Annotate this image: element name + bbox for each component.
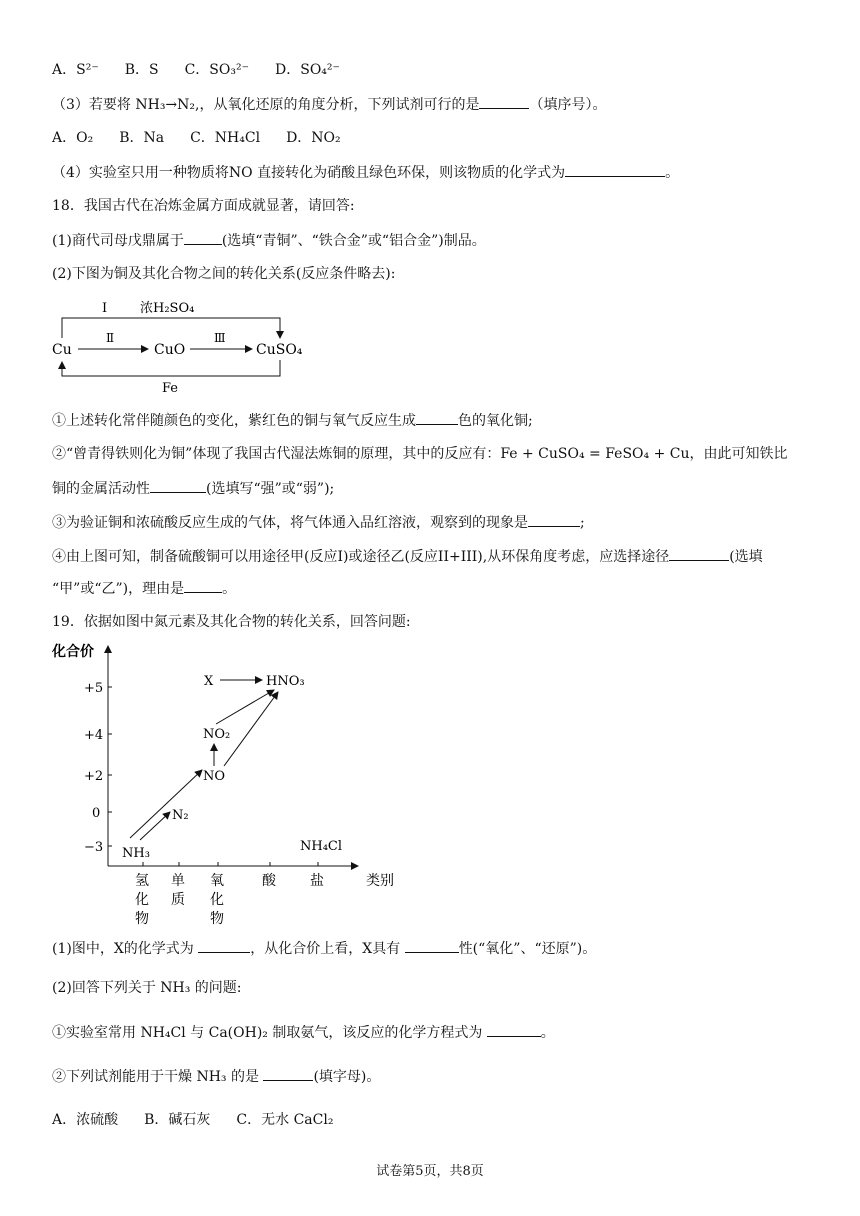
option: B．Na bbox=[119, 130, 165, 146]
question-text: （3）若要将 NH₃→N₂,，从氧化还原的角度分析，下列试剂可行的是 bbox=[52, 97, 480, 113]
species-nh3: NH₃ bbox=[122, 846, 150, 861]
question-text: （填序号）。 bbox=[529, 97, 607, 113]
question-text: 色的氧化铜; bbox=[458, 413, 533, 429]
reagent-label: 浓H₂SO₄ bbox=[140, 301, 195, 316]
answer-blank[interactable] bbox=[184, 578, 222, 593]
x-ticks bbox=[143, 862, 318, 866]
q17-part3 bbox=[52, 94, 606, 115]
species-n2: N₂ bbox=[172, 808, 189, 823]
question-text: 。 bbox=[222, 581, 237, 597]
q19-part2: (2)回答下列关于 NH₃ 的问题: bbox=[52, 980, 242, 996]
q19-stem: 19．依据如图中氮元素及其化合物的转化关系，回答问题: bbox=[52, 614, 411, 630]
question-text: ④由上图可知，制备硫酸铜可以用途径甲(反应I)或途径乙(反应II+III),从环保角度考虑，应选择途径 bbox=[52, 549, 670, 565]
species-cuso4: CuSO₄ bbox=[256, 342, 303, 358]
option: C．NH₄Cl bbox=[190, 130, 261, 146]
question-text: ①实验室常用 NH₄Cl 与 Ca(OH)₂ 制取氨气，该反应的化学方程式为 bbox=[52, 1025, 483, 1041]
option: A．S²⁻ bbox=[52, 62, 99, 78]
route-iii-label: Ⅲ bbox=[214, 331, 226, 345]
option: C．SO₃²⁻ bbox=[184, 62, 249, 78]
y-tick-label: −3 bbox=[84, 840, 104, 855]
q18-sub2b bbox=[52, 478, 334, 499]
answer-blank[interactable] bbox=[669, 546, 729, 561]
q17-part4 bbox=[52, 162, 679, 183]
question-text: (选填“青铜”、“铁合金”或“铝合金”)制品。 bbox=[221, 233, 486, 249]
x-cat-acid: 酸 bbox=[262, 873, 276, 889]
question-text: (选填写“强”或“弱”); bbox=[206, 481, 335, 497]
answer-blank[interactable] bbox=[198, 938, 250, 953]
q18-sub4a bbox=[52, 546, 763, 567]
y-axis-title: 化合价 bbox=[52, 644, 94, 660]
fe-label: Fe bbox=[162, 381, 179, 396]
question-text: 。 bbox=[665, 165, 680, 181]
question-text: 铜的金属活动性 bbox=[52, 481, 150, 497]
species-no: NO bbox=[203, 769, 226, 784]
question-text: “甲”或“乙”)，理由是 bbox=[52, 581, 185, 597]
answer-blank[interactable] bbox=[416, 410, 458, 425]
option: C．无水 CaCl₂ bbox=[236, 1112, 334, 1128]
option: D．NO₂ bbox=[286, 130, 341, 146]
species-cu: Cu bbox=[52, 342, 72, 358]
answer-blank[interactable] bbox=[405, 938, 459, 953]
y-tick-label: +2 bbox=[84, 769, 104, 784]
question-text: ①上述转化常伴随颜色的变化，紫红色的铜与氧气反应生成 bbox=[52, 413, 416, 429]
option: B．S bbox=[124, 62, 159, 78]
question-text: （4）实验室只用一种物质将NO 直接转化为硝酸且绿色环保，则该物质的化学式为 bbox=[52, 165, 566, 181]
question-text: 。 bbox=[540, 1025, 555, 1041]
y-tick-label: 0 bbox=[92, 806, 101, 821]
q18-sub1 bbox=[52, 410, 533, 431]
q18-sub2a: ②“曾青得铁则化为铜”体现了我国古代湿法炼铜的原理，其中的反应有：Fe + CuSO₄ = FeSO₄ + Cu，由此可知铁比 bbox=[52, 446, 788, 462]
page-footer: 试卷第5页，共8页 bbox=[376, 1164, 484, 1179]
route-i-arrow bbox=[62, 318, 280, 338]
x-cat-hydride: 氢化物 bbox=[135, 873, 149, 927]
question-text: 性(“氧化”、“还原”)。 bbox=[458, 941, 597, 957]
arrow-no2-to-hno3 bbox=[216, 690, 274, 724]
q18-part2: (2)下图为铜及其化合物之间的转化关系(反应条件略去): bbox=[52, 266, 396, 282]
arrow-nh3-to-no bbox=[130, 770, 202, 838]
answer-blank[interactable] bbox=[479, 94, 529, 109]
q18-sub4b bbox=[52, 578, 236, 599]
q19-sub1 bbox=[52, 1022, 555, 1043]
option: A．O₂ bbox=[52, 130, 94, 146]
option: D．SO₄²⁻ bbox=[275, 62, 340, 78]
x-axis-title: 类别 bbox=[366, 873, 394, 889]
q18-stem: 18．我国古代在冶炼金属方面成就显著，请回答: bbox=[52, 198, 355, 214]
q17-options-row3 bbox=[52, 128, 367, 148]
q19-sub2 bbox=[52, 1066, 380, 1087]
q18-sub3 bbox=[52, 512, 585, 533]
answer-blank[interactable] bbox=[150, 478, 206, 493]
question-text: (填字母)。 bbox=[313, 1069, 381, 1085]
answer-blank[interactable] bbox=[528, 512, 580, 527]
q19-part1 bbox=[52, 938, 596, 959]
x-cat-oxide: 氧化物 bbox=[210, 873, 224, 927]
arrow-nh3-to-n2 bbox=[140, 812, 170, 840]
question-text: ③为验证铜和浓硫酸反应生成的气体，将气体通入品红溶液，观察到的现象是 bbox=[52, 515, 528, 531]
answer-blank[interactable] bbox=[487, 1022, 541, 1037]
x-cat-element: 单质 bbox=[171, 873, 185, 908]
question-text: ，从化合价上看，X具有 bbox=[250, 941, 401, 957]
q17-options-row1 bbox=[52, 60, 366, 80]
question-text: ; bbox=[580, 515, 585, 531]
species-hno3: HNO₃ bbox=[266, 674, 305, 689]
option: B．碱石灰 bbox=[144, 1112, 211, 1128]
question-text: (1)商代司母戊鼎属于 bbox=[52, 233, 184, 249]
y-tick-label: +5 bbox=[84, 681, 104, 696]
answer-blank[interactable] bbox=[184, 230, 222, 245]
species-x: X bbox=[204, 674, 214, 689]
y-tick-label: +4 bbox=[84, 728, 104, 743]
species-nh4cl: NH₄Cl bbox=[300, 839, 343, 854]
q19-options bbox=[52, 1110, 359, 1130]
species-cuo: CuO bbox=[154, 342, 186, 358]
copper-conversion-diagram bbox=[48, 292, 318, 396]
route-fe-arrow bbox=[62, 360, 280, 376]
option: A．浓硫酸 bbox=[52, 1112, 119, 1128]
question-text: (1)图中，X的化学式为 bbox=[52, 941, 194, 957]
nitrogen-valence-chart bbox=[48, 640, 418, 932]
route-ii-label: Ⅱ bbox=[106, 331, 115, 345]
question-text: ②下列试剂能用于干燥 NH₃ 的是 bbox=[52, 1069, 259, 1085]
question-text: (选填 bbox=[729, 549, 763, 565]
route-i-label: Ⅰ bbox=[102, 301, 108, 316]
answer-blank[interactable] bbox=[263, 1066, 313, 1081]
x-cat-salt: 盐 bbox=[310, 873, 324, 889]
q18-part1 bbox=[52, 230, 486, 251]
species-no2: NO₂ bbox=[203, 727, 231, 742]
answer-blank[interactable] bbox=[565, 162, 665, 177]
